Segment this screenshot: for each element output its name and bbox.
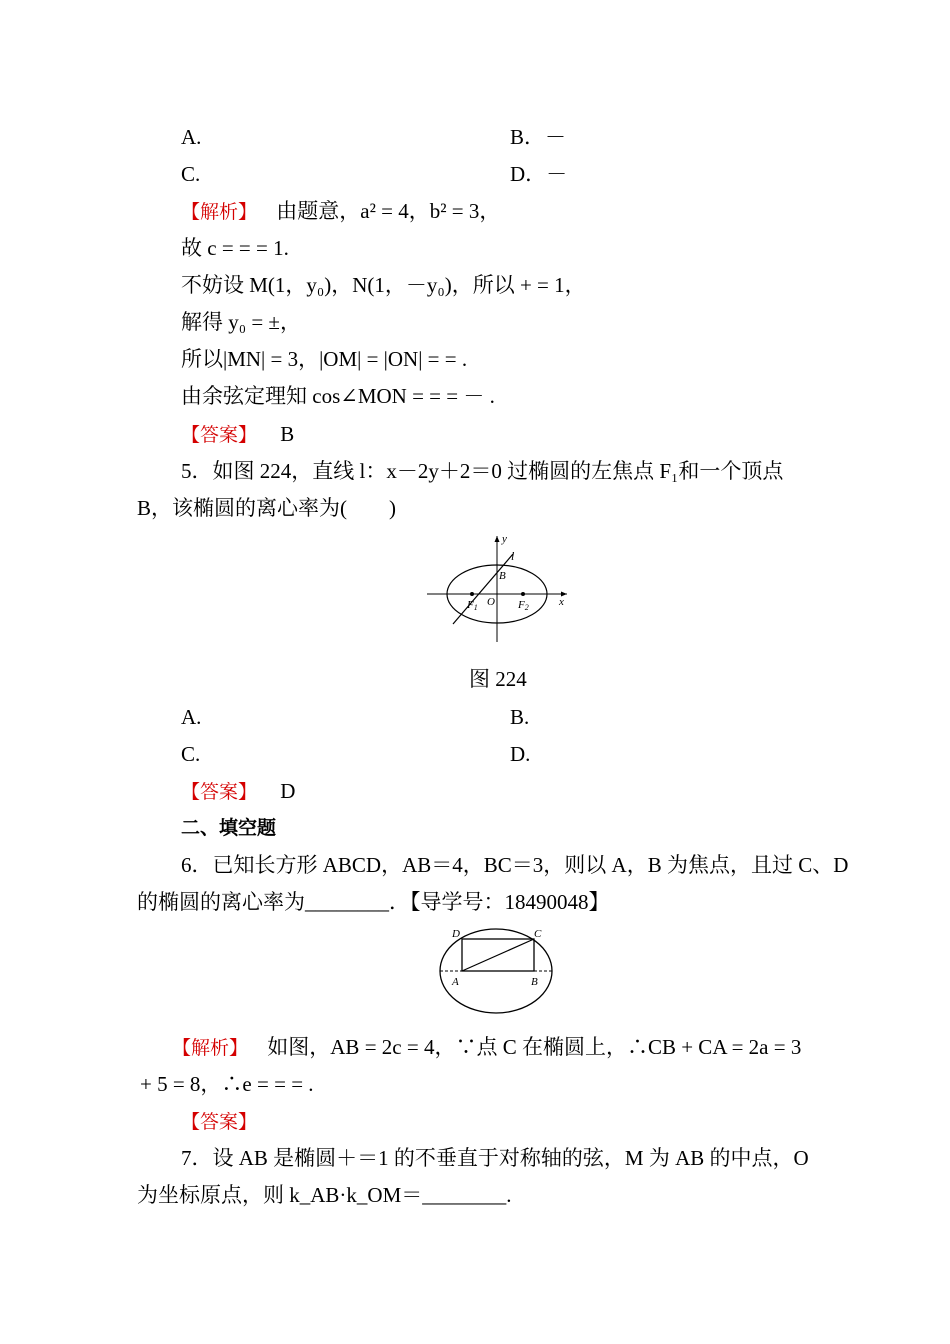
focus-f1-point (470, 592, 474, 596)
q6-analysis-line-2: + 5 = 8，∴e = = = . (140, 1072, 314, 1096)
answer-tag: 【答案】 (181, 781, 258, 803)
q6-stem-line-1: 6．已知长方形 ABCD，AB＝4，BC＝3，则以 A，B 为焦点，且过 C、D (181, 853, 849, 877)
label-l: l (511, 549, 515, 563)
analysis-tag: 【解析】 (172, 1037, 249, 1059)
q6-analysis-line-1 (172, 1034, 801, 1061)
analysis-text: 如图，AB = 2c = 4，∵点 C 在椭圆上，∴CB + CA = 2a = 3 (267, 1035, 802, 1059)
q4-analysis-line-5: 所以|MN| = 3，|OM| = |ON| = = . (181, 347, 468, 371)
diagonal-ac (462, 939, 534, 971)
label-y: y (502, 533, 507, 545)
q6-stem-line-2: 的椭圆的离心率为________．【导学号：18490048】 (137, 890, 610, 914)
q4-answer (181, 421, 294, 448)
q5-ellipse-figure (425, 532, 575, 644)
q6-answer (181, 1108, 257, 1135)
section-title: 二、填空题 (181, 817, 277, 839)
q5-answer (181, 778, 295, 805)
analysis-text: 由题意，a² = 4，b² = 3， (276, 199, 501, 223)
label-a: A (452, 976, 459, 988)
label-o: O (487, 596, 495, 608)
q4-analysis-line-1 (181, 198, 500, 225)
q5-option-a: A. (181, 705, 202, 729)
answer-value: B (280, 422, 295, 446)
answer-value: D (280, 779, 296, 803)
q5-option-c: C. (181, 742, 201, 766)
q4-option-c: C. (181, 162, 201, 186)
q6-rectangle-ellipse-figure (438, 925, 558, 1017)
q7-stem-line-1: 7．设 AB 是椭圆＋＝1 的不垂直于对称轴的弦，M 为 AB 的中点，O (181, 1146, 809, 1170)
q4-option-a: A. (181, 125, 202, 149)
label-x: x (559, 596, 564, 608)
q4-analysis-line-3: 不妨设 M(1，y₀)，N(1，－y₀)，所以 + = 1， (181, 273, 586, 297)
answer-tag: 【答案】 (181, 1111, 258, 1133)
q5-stem-line-2: B，该椭圆的离心率为( ) (137, 496, 396, 520)
focus-f2-point (521, 592, 525, 596)
label-f1: F1 (467, 599, 478, 612)
q5-figure-caption: 图 224 (469, 667, 527, 691)
answer-tag: 【答案】 (181, 424, 258, 446)
q5-option-d: D. (510, 742, 531, 766)
label-c: C (534, 928, 542, 940)
label-d: D (452, 928, 460, 940)
q5-stem-line-1: 5．如图 224，直线 l：x－2y＋2＝0 过椭圆的左焦点 F₁和一个顶点 (181, 459, 784, 483)
label-b: B (531, 976, 538, 988)
q4-analysis-line-2: 故 c = = = 1. (181, 236, 289, 260)
q7-stem-line-2: 为坐标原点，则 k_AB·k_OM＝________. (137, 1183, 512, 1207)
y-axis-arrow (495, 536, 500, 542)
q4-analysis-line-6: 由余弦定理知 cos∠MON = = = － . (181, 384, 495, 408)
analysis-tag: 【解析】 (181, 201, 258, 223)
label-b: B (499, 570, 506, 582)
q4-option-b: B．－ (510, 125, 567, 149)
line-l (453, 554, 513, 624)
q4-option-d: D．－ (510, 162, 568, 186)
q5-option-b: B. (510, 705, 530, 729)
q4-analysis-line-4: 解得 y₀ = ±， (181, 310, 301, 334)
label-f2: F2 (518, 599, 529, 612)
